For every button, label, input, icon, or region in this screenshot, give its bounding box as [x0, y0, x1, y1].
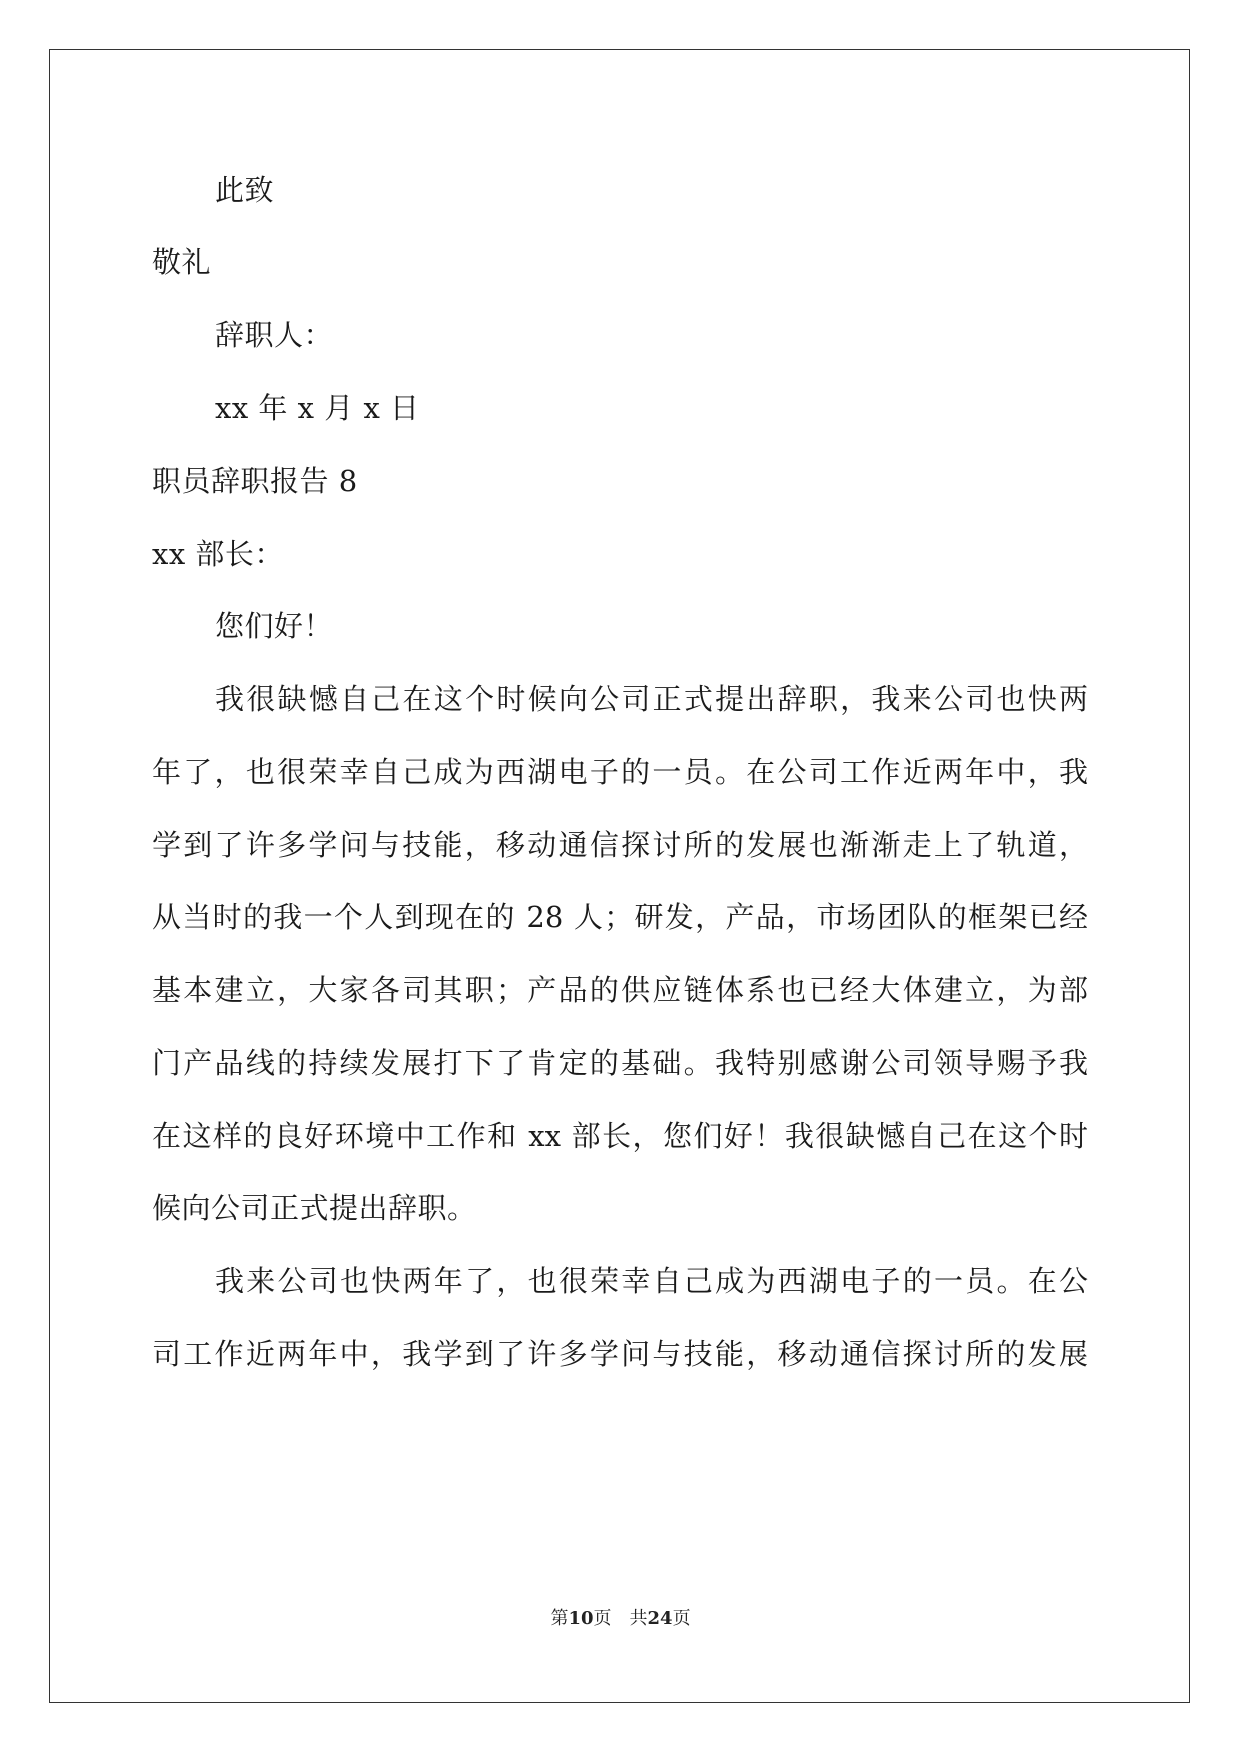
- current-page-number: 10: [568, 1608, 594, 1629]
- signature-label: 辞职人：: [215, 318, 334, 352]
- body-line: 学到了许多学问与技能，移动通信探讨所的发展也渐渐走上了轨道，: [152, 828, 1088, 862]
- closing-salutation: 此致: [215, 173, 275, 207]
- greeting: 您们好！: [215, 609, 334, 643]
- body-line: 候向公司正式提出辞职。: [152, 1191, 477, 1225]
- footer-prefix: 第: [550, 1608, 569, 1629]
- addressee: xx 部长：: [152, 537, 284, 571]
- page-footer: [0, 1607, 1241, 1631]
- body-line: 基本建立，大家各司其职；产品的供应链体系也已经大体建立，为部: [152, 973, 1088, 1007]
- footer-middle: 页 共: [593, 1608, 648, 1629]
- total-page-count: 24: [647, 1608, 673, 1629]
- body-line: 我很缺憾自己在这个时候向公司正式提出辞职，我来公司也快两: [215, 682, 1088, 716]
- body-line: 门产品线的持续发展打下了肯定的基础。我特别感谢公司领导赐予我: [152, 1046, 1088, 1080]
- body-line: 年了，也很荣幸自己成为西湖电子的一员。在公司工作近两年中，我: [152, 755, 1088, 789]
- body-line: 从当时的我一个人到现在的 28 人；研发，产品，市场团队的框架已经: [152, 900, 1088, 934]
- body-line: 我来公司也快两年了，也很荣幸自己成为西湖电子的一员。在公: [215, 1264, 1088, 1298]
- date-line: xx 年 x 月 x 日: [215, 391, 420, 425]
- section-title: 职员辞职报告 8: [152, 464, 358, 498]
- page-border: [49, 49, 1190, 1703]
- body-line: 在这样的良好环境中工作和 xx 部长，您们好！我很缺憾自己在这个时: [152, 1119, 1088, 1153]
- body-line: 司工作近两年中，我学到了许多学问与技能，移动通信探讨所的发展: [152, 1337, 1088, 1371]
- footer-suffix: 页: [672, 1608, 691, 1629]
- closing-regards: 敬礼: [152, 245, 212, 279]
